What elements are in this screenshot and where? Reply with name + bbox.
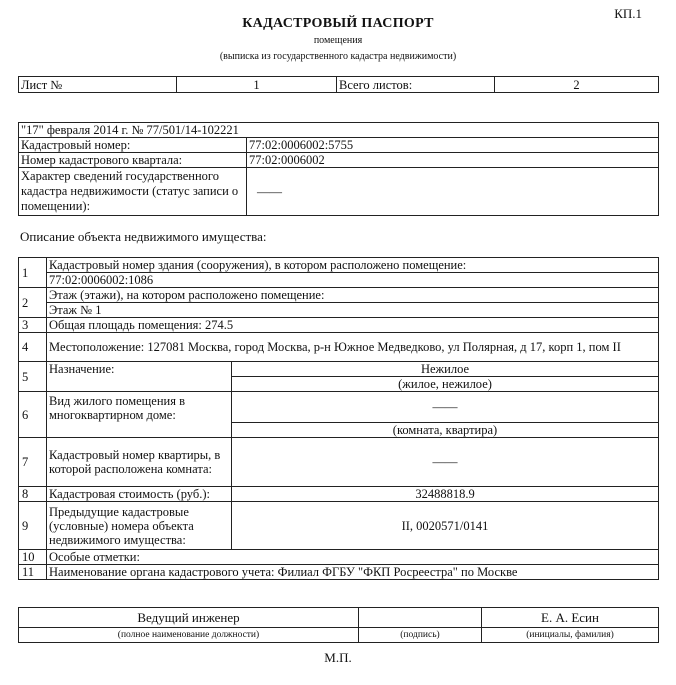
- row-6-hint: (комната, квартира): [232, 423, 659, 438]
- date-number: "17" февраля 2014 г. № 77/501/14-102221: [19, 123, 659, 138]
- row-1-value: 77:02:0006002:1086: [47, 273, 659, 288]
- document-title: КАДАСТРОВЫЙ ПАСПОРТ: [242, 16, 434, 31]
- form-code: КП.1: [614, 6, 642, 21]
- signature-field: [359, 608, 482, 628]
- signature-table: [18, 607, 659, 643]
- row-8-label: Кадастровая стоимость (руб.):: [47, 487, 232, 502]
- row-3-label: Общая площадь помещения: 274.5: [47, 318, 659, 333]
- name-hint: (инициалы, фамилия): [482, 628, 659, 643]
- row-8-number: 8: [19, 487, 47, 502]
- row-7-number: 7: [19, 438, 47, 487]
- row-9-number: 9: [19, 502, 47, 550]
- row-2-number: 2: [19, 288, 47, 318]
- row-2-label: Этаж (этажи), на котором расположено помещение:: [47, 288, 659, 303]
- row-6-label: Вид жилого помещения в многоквартирном доме:: [47, 392, 232, 438]
- row-4-number: 4: [19, 333, 47, 362]
- section-title: Описание объекта недвижимого имущества:: [20, 229, 267, 244]
- status-value: ——: [247, 168, 659, 216]
- quarter-label: Номер кадастрового квартала:: [19, 153, 247, 168]
- cadastral-number-label: Кадастровый номер:: [19, 138, 247, 153]
- quarter-number: 77:02:0006002: [247, 153, 659, 168]
- row-7-value: ——: [232, 438, 659, 487]
- signature-hint: (подпись): [359, 628, 482, 643]
- row-5-number: 5: [19, 362, 47, 392]
- info-table: [18, 122, 659, 216]
- sheet-label: Лист №: [19, 77, 177, 93]
- name-value: Е. А. Есин: [482, 608, 659, 628]
- row-7-label: Кадастровый номер квартиры, в которой расположена комната:: [47, 438, 232, 487]
- row-10-label: Особые отметки:: [47, 550, 659, 565]
- sheet-table: [18, 76, 659, 93]
- row-6-number: 6: [19, 392, 47, 438]
- total-sheets: 2: [495, 77, 659, 93]
- status-label: Характер сведений государственного кадастра недвижимости (статус записи о помещении):: [19, 168, 247, 216]
- row-9-label: Предыдущие кадастровые (условные) номера объекта недвижимого имущества:: [47, 502, 232, 550]
- row-9-value: II, 0020571/0141: [232, 502, 659, 550]
- row-3-number: 3: [19, 318, 47, 333]
- row-6-value: ——: [232, 392, 659, 423]
- sheet-number: 1: [177, 77, 337, 93]
- description-table: [18, 257, 659, 580]
- document-subtitle: помещения: [313, 35, 363, 46]
- position-hint: (полное наименование должности): [19, 628, 359, 643]
- row-2-value: Этаж № 1: [47, 303, 659, 318]
- position-value: Ведущий инженер: [19, 608, 359, 628]
- row-11-label: Наименование органа кадастрового учета: Филиал ФГБУ "ФКП Росреестра" по Москве: [47, 565, 659, 580]
- row-1-number: 1: [19, 258, 47, 288]
- row-8-value: 32488818.9: [232, 487, 659, 502]
- row-1-label: Кадастровый номер здания (сооружения), в котором расположено помещение:: [47, 258, 659, 273]
- row-4-label: Местоположение: 127081 Москва, город Москва, р-н Южное Медведково, ул Полярная, д 17, корп 1, пом II: [47, 333, 659, 362]
- row-5-value: Нежилое: [232, 362, 659, 377]
- row-11-number: 11: [19, 565, 47, 580]
- total-sheets-label: Всего листов:: [337, 77, 495, 93]
- row-5-hint: (жилое, нежилое): [232, 377, 659, 392]
- row-5-label: Назначение:: [47, 362, 232, 392]
- document-subtitle-2: (выписка из государственного кадастра недвижимости): [219, 51, 457, 62]
- row-10-number: 10: [19, 550, 47, 565]
- stamp-place: М.П.: [324, 650, 352, 665]
- cadastral-number: 77:02:0006002:5755: [247, 138, 659, 153]
